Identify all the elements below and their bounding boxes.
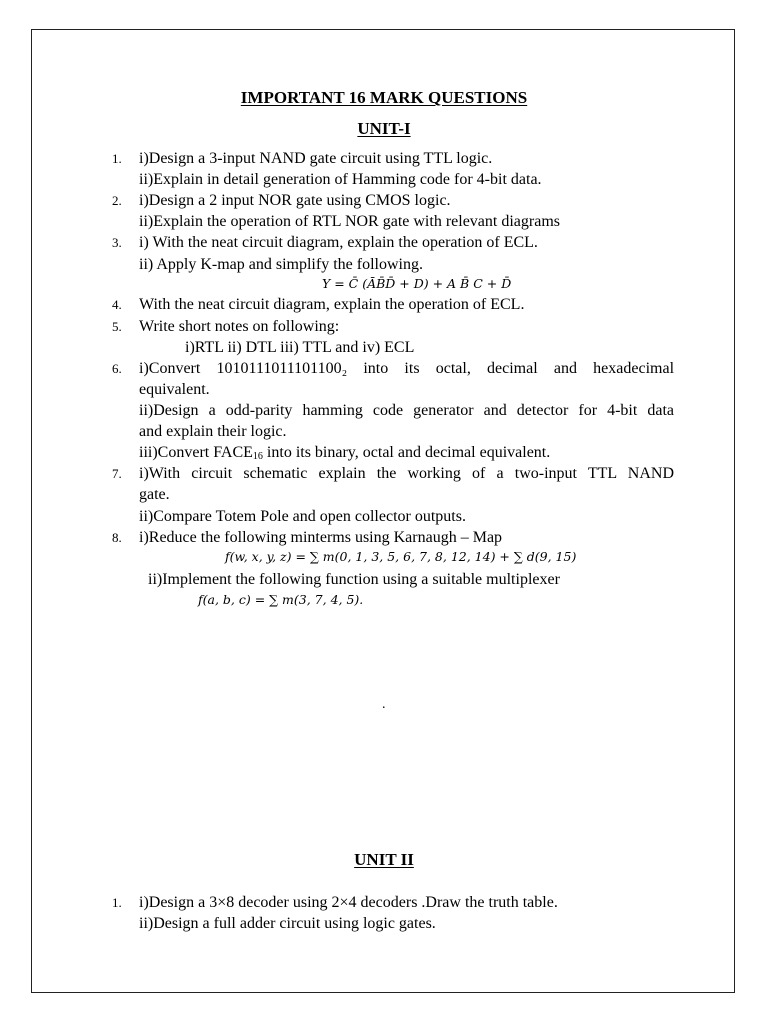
question-7-part-i-continued: gate. <box>139 486 170 503</box>
question-number: 5. <box>112 319 122 334</box>
unit-1-heading-text: UNIT-I <box>357 119 411 138</box>
question-6-part-iii-post: into its binary, octal and decimal equivalent. <box>262 444 551 461</box>
question-6-part-iii-subscript: 16 <box>252 451 263 462</box>
question-6-part-ii: ii)Design a odd-parity hamming code generator and detector for 4-bit data <box>139 402 674 419</box>
question-8-equation-1: f(w, x, y, z) = ∑ m(0, 1, 3, 5, 6, 7, 8, 12, 14) + ∑ d(9, 15) <box>225 549 577 564</box>
unit-2-heading-text: UNIT II <box>354 850 414 869</box>
question-number: 1. <box>112 895 122 910</box>
question-6-convert-label: i)Convert <box>139 360 201 377</box>
question-7-part-i: i)With circuit schematic explain the working of a two-input TTL NAND <box>139 465 674 482</box>
question-2-part-ii: ii)Explain the operation of RTL NOR gate with relevant diagrams <box>139 213 560 230</box>
question-number: 4. <box>112 297 122 312</box>
unit-1-heading <box>0 119 768 139</box>
unit-2-question-1-part-ii: ii)Design a full adder circuit using logic gates. <box>139 915 436 932</box>
question-5-topics: i)RTL ii) DTL iii) TTL and iv) ECL <box>185 339 415 356</box>
question-6-part-ii-continued: and explain their logic. <box>139 423 287 440</box>
question-6-part-iii-pre: iii)Convert FACE <box>139 444 253 461</box>
question-8-part-ii: ii)Implement the following function using a suitable multiplexer <box>148 571 560 588</box>
question-3-equation: Y = C̄ (ĀB̄D̄ + D) + A B̄ C + D̄ <box>322 276 512 291</box>
unit-2-question-1-part-i: i)Design a 3×8 decoder using 2×4 decoders .Draw the truth table. <box>139 894 558 911</box>
question-number: 1. <box>112 151 122 166</box>
unit-2-heading <box>0 850 768 870</box>
question-number: 8. <box>112 530 122 545</box>
page-title-text: IMPORTANT 16 MARK QUESTIONS <box>240 88 528 107</box>
question-6-part-i-continued: equivalent. <box>139 381 210 398</box>
question-1-part-i: i)Design a 3-input NAND gate circuit using TTL logic. <box>139 150 493 167</box>
question-8-part-i: i)Reduce the following minterms using Karnaugh – Map <box>139 529 503 546</box>
question-7-part-ii: ii)Compare Totem Pole and open collector outputs. <box>139 508 466 525</box>
question-1-part-ii: ii)Explain in detail generation of Hamming code for 4-bit data. <box>139 171 542 188</box>
question-6-binary-number: 1010111011101100₂ <box>216 360 348 377</box>
question-number: 7. <box>112 466 122 481</box>
page-title <box>0 88 768 108</box>
question-number: 2. <box>112 193 122 208</box>
question-3-part-ii: ii) Apply K-map and simplify the following. <box>139 256 423 273</box>
question-number: 6. <box>112 361 122 376</box>
question-2-part-i: i)Design a 2 input NOR gate using CMOS logic. <box>139 192 451 209</box>
question-6-part-i <box>139 359 674 379</box>
question-5-text: Write short notes on following: <box>139 318 340 335</box>
question-number: 3. <box>112 235 122 250</box>
question-6-convert-target: into its octal, decimal and hexadecimal <box>363 360 675 377</box>
question-3-part-i: i) With the neat circuit diagram, explain the operation of ECL. <box>139 234 538 251</box>
separator-dot: . <box>382 697 386 712</box>
question-6-part-iii <box>139 443 550 463</box>
question-4-text: With the neat circuit diagram, explain the operation of ECL. <box>139 296 525 313</box>
question-8-equation-2: f(a, b, c) = ∑ m(3, 7, 4, 5). <box>198 592 364 607</box>
